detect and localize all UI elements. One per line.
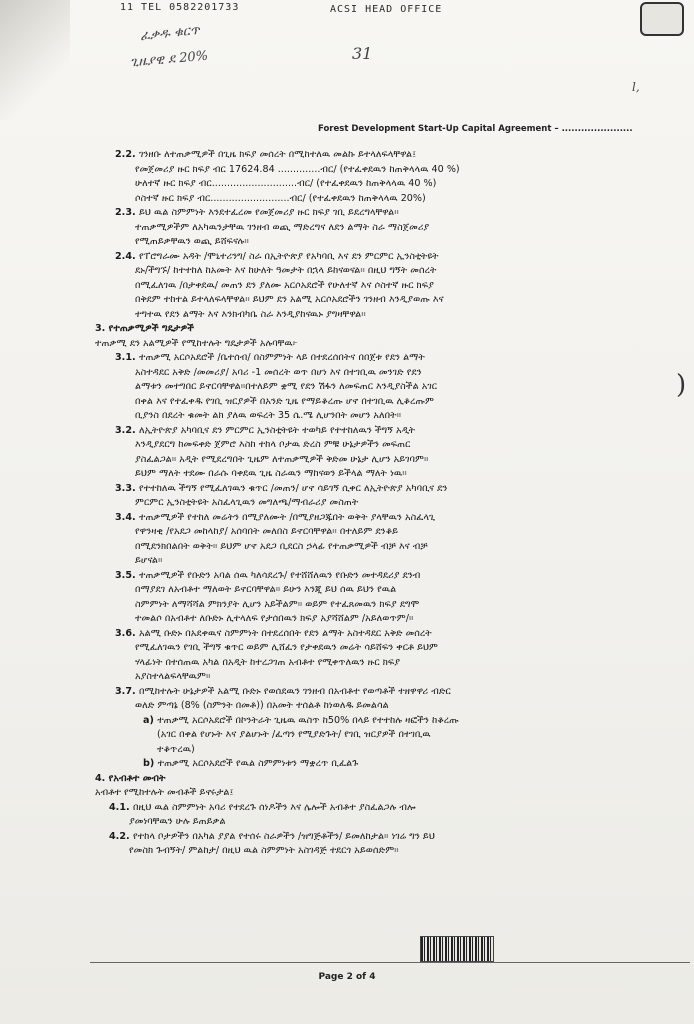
handwritten-page-mark: 31 bbox=[352, 44, 373, 63]
clause-number: 4.2. bbox=[109, 830, 133, 842]
clause-text: ተቆጥረዉ) bbox=[157, 743, 195, 755]
clause-text: ስምምነት ለማሻሻል ምክንያት ሊሆን አይችልም። ወይም የተፈጸመዉን ክፍያ ደግሞ bbox=[135, 598, 420, 610]
clause-text: አብቶተ የሚከተሉት መብቶች ይኖሩታል፤ bbox=[95, 787, 234, 798]
clause-number: 3.3. bbox=[115, 482, 139, 494]
clause-text: ተጠቃሚዎች የቡድን አባል ሰዉ ካለሳደረጉ/ የተሸሸለዉን የቡድን መተዳደሪያ ደንብ bbox=[138, 569, 421, 581]
handwritten-mark-2: l, bbox=[632, 80, 640, 94]
margin-bracket: ) bbox=[676, 370, 687, 400]
running-header: Forest Development Start-Up Capital Agreement – ...................... bbox=[318, 124, 633, 134]
document-line bbox=[115, 569, 660, 582]
clause-number: 3.7. bbox=[115, 685, 139, 697]
document-line bbox=[135, 699, 660, 712]
clause-number: 3.2. bbox=[115, 424, 139, 436]
document-line bbox=[109, 830, 660, 843]
handwritten-note-1: ፈቃዱ ቁርጥ bbox=[139, 22, 201, 45]
clause-text: የተከላ ቦታዎችን በአካል ያያል የተሰሩ ስራዎችን /ዝግጅቶችን/ ይመለከታል። ነገሬ ግን ይህ bbox=[132, 830, 435, 842]
document-line bbox=[135, 380, 660, 393]
barcode-stamp bbox=[420, 936, 494, 962]
document-line bbox=[135, 235, 660, 248]
document-line bbox=[135, 409, 660, 422]
clause-text: የሚጠይቃቸዉን ወጪ ይሸፍናሉ። bbox=[135, 236, 249, 247]
clause-text: ለኢትዮጵያ አካባቢና ደን ምርምር ኢንስቲትዩት ተወካይ የተተከለዉን ችግኝ አዲት bbox=[138, 424, 416, 436]
document-line bbox=[135, 467, 660, 480]
document-line bbox=[115, 250, 660, 263]
clause-number: 4. bbox=[95, 772, 109, 784]
clause-text: ተጠቃሚ ደን አልሚዎች የሚከተሉት ግዴታዎች አሉባቸዉ፦ bbox=[95, 337, 298, 349]
document-line bbox=[129, 815, 660, 828]
clause-text: ተጠቃሚ አርሶአደሮች የዉል ስምምነቱን ማቋረጥ ቢፈልጉ bbox=[157, 758, 359, 769]
clause-text: በሚፈለገዉ /በታቀደዉ/ መጠን ደን ያለሙ አርሶአደሮች የሁለተኛ እና ሶስተኛ ዙር ክፍያ bbox=[135, 279, 434, 291]
clause-text: እንዲያደርግ ከመፍቀድ ጀምሮ እስከ ተከላ ቦታዉ ድረስ ምቹ ሁኔታዎችን መፍጠር bbox=[135, 439, 411, 450]
clause-number: 2.2. bbox=[115, 149, 139, 160]
document-line bbox=[135, 453, 660, 466]
document-line bbox=[135, 496, 660, 509]
clause-text: ተጠቃሚዎች የተከለ መሬትን በሚያለሙት /በሚያዘጋጁበት ወቅት ያላቸዉን አስፈላጊ bbox=[138, 511, 436, 523]
document-line bbox=[115, 685, 660, 698]
document-line bbox=[135, 641, 660, 654]
folded-corner-shadow bbox=[0, 0, 70, 120]
clause-text: አያስተላልፍላቸዉም። bbox=[135, 671, 211, 682]
clause-text: ደኑ/ችግኙ/ ከተተከለ ከአመት እና ከሁለት ዓመታት በኋላ ይከናወናል። በዚህ ግኝት መሰረት bbox=[135, 265, 437, 276]
clause-text: ያስፈልጋል። አዲት የሚደረግበት ጊዜም ለተጠቃሚዎች ቅድመ ሁኔታ ሊሆን አይገባም። bbox=[135, 453, 429, 465]
document-line bbox=[157, 743, 660, 756]
clause-text: ሶስተኛ ዙር ክፍያ ብር..........................ብር/ (የተፈቀደዉን ከጠቅላላዉ 20%) bbox=[135, 192, 426, 204]
page-footer: Page 2 of 4 bbox=[318, 972, 376, 982]
clause-number: 3.1. bbox=[115, 352, 139, 363]
document-line bbox=[115, 511, 660, 524]
clause-text: በቅደም ተከተል ይተላለፍላቸዋል። ይህም ደን አልሚ አርሶአደሮችን ገንዘብ እንዲያወጡ እና bbox=[135, 294, 444, 305]
clause-text: ሃላፊነት በተሰጠዉ አካል በአዲት ከተረጋገጠ አብቶተ የሚቀጥለዉን ዙር ክፍያ bbox=[135, 656, 401, 668]
clause-text: ገንዘቡ ለተጠቃሚዎች በጊዜ ክፍያ መሰረት በሚከተለዉ መልኩ ይተላለፍላቸዋል፤ bbox=[138, 149, 417, 160]
document-line bbox=[135, 221, 660, 234]
document-line bbox=[135, 540, 660, 553]
document-line bbox=[135, 525, 660, 538]
document-line bbox=[115, 482, 660, 495]
clause-number: b) bbox=[143, 758, 158, 769]
document-line bbox=[135, 612, 660, 625]
clause-text: ተጠቃሚ አርሶአደሮች /ቤተሰብ/ በስምምነት ላይ በተደረሰበትና በበጀቱ የደን ልማት bbox=[138, 352, 425, 363]
document-line bbox=[135, 670, 660, 683]
clause-text: በዚህ ዉል ስምምነት አባሪ የተደረጉ ሰነዶችን እና ሌሎች አብቶተ ያስፈልጋሉ ብሎ bbox=[132, 801, 416, 813]
document-line bbox=[135, 293, 660, 306]
clause-text: የአብቶተ መብት bbox=[108, 772, 166, 784]
clause-number: 2.3. bbox=[115, 207, 139, 218]
clause-number: 3.6. bbox=[115, 627, 139, 639]
clause-number: 3.5. bbox=[115, 569, 139, 581]
clause-text: ተጠቃሚዎችም ለአካዉንታቸዉ ገንዘብ ወጪ ማድረግና ለደን ልማት ስራ ማስጀመሪያ bbox=[135, 221, 430, 233]
document-line bbox=[115, 351, 660, 364]
clause-text: የፐሮግራሙ አዳት /ሞኒተሪንግ/ ስራ በኢትዮጵያ የአካባቢ እና ደን ምርምር ኢንስቲትዩት bbox=[138, 250, 439, 262]
footer-rule bbox=[90, 962, 690, 963]
clause-text: የዋንዛቂ /የአደጋ መከላከያ/ አሰባበት መለበስ ይኖርባቸዋል። በተለይም ደንቆይ bbox=[135, 526, 399, 537]
document-line bbox=[135, 395, 660, 408]
clause-number: 2.4. bbox=[115, 250, 139, 262]
document-line bbox=[115, 206, 660, 219]
clause-number: a) bbox=[143, 714, 158, 726]
clause-text: በሚከተሉት ሁኔታዎች አልሚ ቡድኑ የወሰደዉን ገንዘብ በአብቶተ የወጣቶች ተዘዋዋሪ ብድር bbox=[138, 685, 451, 697]
document-line bbox=[135, 308, 660, 321]
document-line bbox=[95, 786, 660, 799]
clause-text: የመስክ ጉብኝት/ ምልከታ/ በዚህ ዉል ስምምነት አስገዳጅ ተደርጎ አይወሰድም። bbox=[129, 845, 399, 856]
clause-text: በቀል እና የተፈቀዱ የገቢ ዝርያዎች በአንድ ጊዜ የማይቆረጡ ሆኖ በተገቢዉ ሊቆረጡም bbox=[135, 395, 435, 407]
document-line bbox=[135, 264, 660, 277]
document-line bbox=[115, 148, 660, 161]
document-line bbox=[135, 583, 660, 596]
clause-number: 4.1. bbox=[109, 801, 133, 813]
fax-header-center: ACSI HEAD OFFICE bbox=[330, 4, 443, 15]
clause-number: 3. bbox=[95, 323, 109, 334]
handwritten-note-2: ጊዜያዊ ደ 20% bbox=[129, 48, 209, 71]
clause-number: 3.4. bbox=[115, 511, 139, 523]
clause-text: ምርምር ኢንስቲትዩት አስፈላጊዉን መግለጫ/ማብራሪያ መስጠት bbox=[135, 497, 359, 508]
clause-text: በማያደገ ለአብቶተ ማለወት ይኖርባቸዋል። ይሁን እንጂ ይህ ሰዉ ይህን የዉል bbox=[135, 584, 397, 595]
clause-text: ይሆናል። bbox=[135, 555, 163, 566]
document-line bbox=[135, 163, 660, 176]
document-line bbox=[135, 177, 660, 190]
document-line bbox=[143, 714, 660, 727]
clause-text: የመጀመሪያ ዙር ክፍያ ብር 17624.84 ..............ብር/ (የተፈቀደዉን ከጠቅላላዉ 40 %) bbox=[135, 163, 460, 175]
clause-text: (አገር በቀል የሆኑት እና ያልሆኑት /ፈጣን የሚያድጉት/ የገቢ ዝርያዎች በተገቢዉ bbox=[157, 729, 431, 740]
clause-text: ይህም ማለት ተደሙ በራሱ ባቀደዉ ጊዜ ስራዉን ማከናወን ይችላል ማለት ነዉ። bbox=[135, 468, 407, 479]
document-line bbox=[135, 438, 660, 451]
clause-text: አስተዳደር አቅድ /መመሪያ/ አባሪ -1 መሰረት ወጥ በሆነ እና በተገቢዉ መንገድ የደን bbox=[135, 366, 422, 378]
clause-text: ተመልሶ በአብቶተ ለቡድኑ ሊተላለፍ የታሰበዉን ክፍያ አያሻሸልም /አይለወጥም/። bbox=[135, 613, 414, 624]
clause-text: ተግተዉ የደን ልማት እና እንክብካቤ ስራ እንዲያከናዉኑ ያግዛቸዋል። bbox=[135, 308, 366, 320]
document-line bbox=[135, 192, 660, 205]
clause-text: የሚፈለገዉን የገቢ ችግኝ ቁጥር ወይም ሊሸፈን የታቀደዉን መሬት ሳይሸፍን ቀርቶ ይህም bbox=[135, 642, 438, 653]
clause-text: ይህ ዉል ስምምነት እንደተፈረመ የመጀመሪያ ዙር ክፍያ ገቢ ይደረግላቸዋል። bbox=[138, 207, 399, 218]
corner-stamp bbox=[640, 2, 684, 36]
clause-text: ልማቱን መተግበር ይኖርባቸዋል።በተለይም ቋሚ የደን ሽፋን ለመፍጠር እንዲያስችል አገር bbox=[135, 381, 438, 392]
clause-text: በሚደንክበልበት ወቅት። ይህም ሆኖ አደጋ ቢደርስ ኃላፊ የተጠቃሚዎች ብቻ እና ብቻ bbox=[135, 540, 428, 552]
document-line bbox=[135, 554, 660, 567]
fax-header-left: 11 TEL 0582201733 bbox=[120, 2, 240, 13]
clause-text: ቢያንስ በደረት ቁመት ልክ ያለዉ ወፍረት 35 ሴ.ሜ ሊሆንበት መሆን አለበት። bbox=[135, 410, 402, 421]
document-line bbox=[135, 366, 660, 379]
clause-text: ወለድ ምጣኔ (8% (ስምንት በመቶ)) በአመት ተሰልቶ ከነወለዱ ይመልሳል bbox=[135, 700, 389, 711]
clause-text: ያመነባቸዉን ሁሉ ይጠይቃል bbox=[129, 816, 226, 827]
document-line bbox=[129, 844, 660, 857]
document-line bbox=[95, 772, 660, 785]
clause-text: የተተከለዉ ችግኝ የሚፈለገዉን ቁጥር /መጠን/ ሆኖ ሳይገኝ ሲቀር ለኢትዮጵያ አካባቢና ደን bbox=[138, 482, 448, 494]
clause-text: ሁለተኛ ዙር ክፍያ ብር............................ብር/ (የተፈቀደዉን ከጠቅላላዉ 40 %) bbox=[135, 178, 437, 189]
document-line bbox=[135, 656, 660, 669]
document-line bbox=[95, 337, 660, 350]
document-line bbox=[115, 627, 660, 640]
clause-text: የተጠቃሚዎች ግዴታዎች bbox=[108, 323, 195, 334]
document-line bbox=[157, 728, 660, 741]
clause-text: ተጠቃሚ አርሶአደሮች በኮንትራት ጊዜዉ ዉስጥ ከ50% በላይ የተተከሉ ዛፎችን ከቆረጡ bbox=[157, 714, 459, 726]
document-line bbox=[109, 801, 660, 814]
document-line bbox=[135, 279, 660, 292]
document-line bbox=[95, 322, 660, 335]
document-line bbox=[135, 598, 660, 611]
document-line bbox=[143, 757, 660, 770]
clause-text: አልሚ ቡድኑ በአደቀዉና ስምምነት በተደረሰበት የደን ልማት አስተዳደር አቅድ መሰረት bbox=[138, 627, 432, 639]
document-line bbox=[115, 424, 660, 437]
